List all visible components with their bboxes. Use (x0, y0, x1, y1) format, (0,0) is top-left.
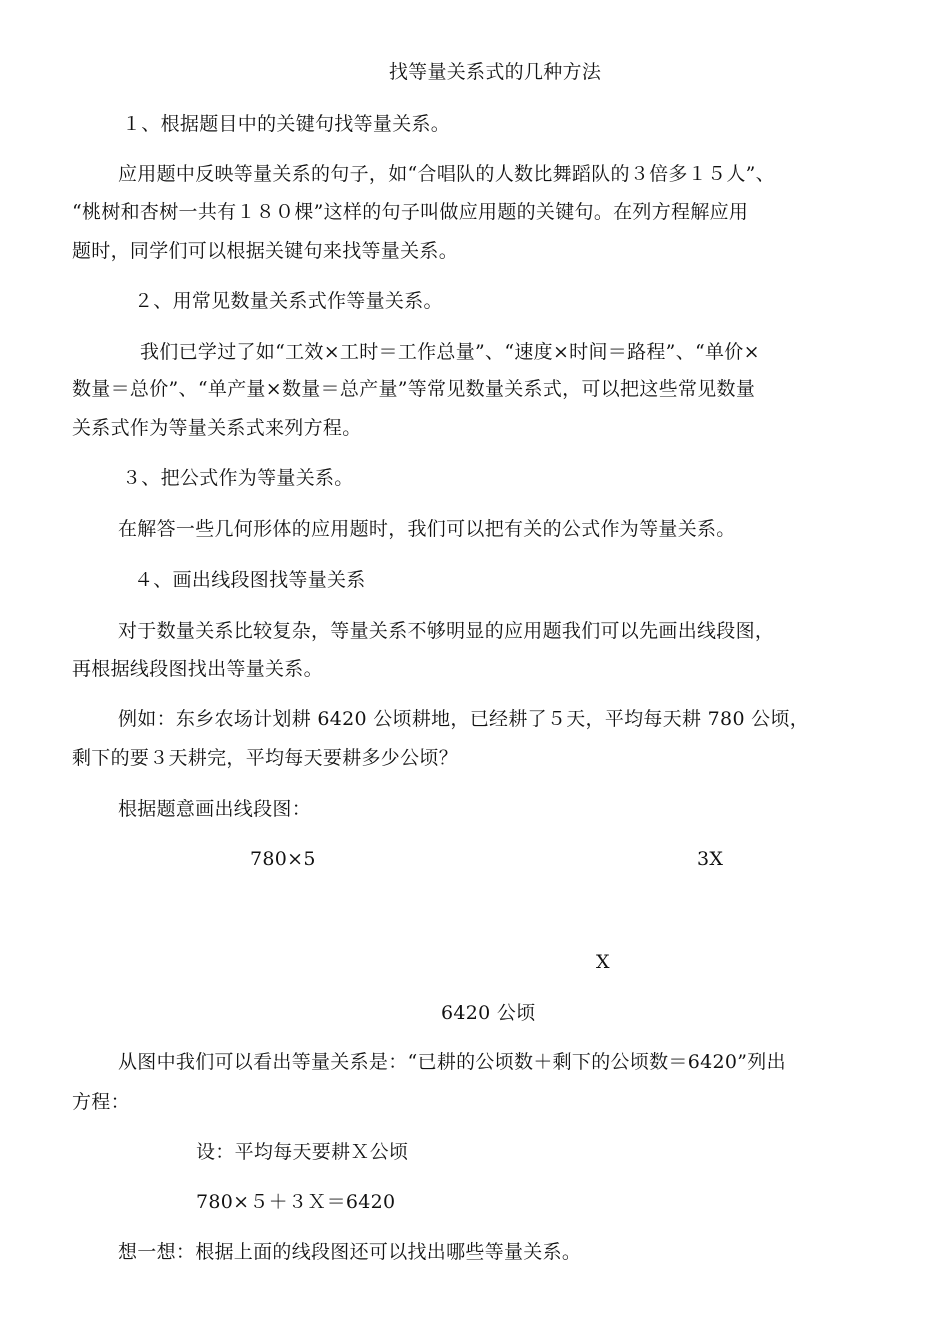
diagram-done-label: 780×5 (250, 848, 316, 870)
conclusion-line: 方程： (72, 1091, 130, 1113)
section-2-line: 数量＝总价”、“单产量×数量＝总产量”等常见数量关系式，可以把这些常见数量 (72, 378, 756, 400)
section-4-line: 对于数量关系比较复杂，等量关系不够明显的应用题我们可以先画出线段图， (118, 620, 775, 642)
diagram-intro: 根据题意画出线段图： (118, 798, 312, 820)
diagram-total-label: 6420 公顷 (441, 1002, 536, 1024)
section-3-line: 在解答一些几何形体的应用题时，我们可以把有关的公式作为等量关系。 (118, 518, 736, 540)
section-2-line: 我们已学过了如“工效×工时＝工作总量”、“速度×时间＝路程”、“单价× (140, 341, 760, 363)
diagram-daily-label: X (596, 951, 610, 973)
document-title: 找等量关系式的几种方法 (388, 61, 602, 83)
example-line: 例如：东乡农场计划耕 6420 公顷耕地，已经耕了５天，平均每天耕 780 公顷， (118, 708, 810, 730)
section-2-line: 关系式作为等量关系式来列方程。 (72, 417, 362, 439)
section-4-line: 再根据线段图找出等量关系。 (72, 658, 323, 680)
diagram-remaining-label: 3X (697, 848, 724, 870)
example-line: 剩下的要３天耕完，平均每天要耕多少公顷？ (72, 747, 459, 769)
conclusion-line: 从图中我们可以看出等量关系是：“已耕的公顷数＋剩下的公顷数＝6420”列出 (118, 1051, 786, 1073)
let-statement: 设：平均每天要耕Ｘ公顷 (196, 1141, 409, 1163)
section-4-heading: ４、画出线段图找等量关系 (134, 569, 366, 591)
section-1-line: 题时，同学们可以根据关键句来找等量关系。 (72, 240, 459, 262)
section-2-heading: ２、用常见数量关系式作等量关系。 (134, 290, 443, 312)
section-3-heading: ３、把公式作为等量关系。 (122, 467, 354, 489)
section-1-heading: １、根据题目中的关键句找等量关系。 (122, 113, 451, 135)
think-prompt: 想一想：根据上面的线段图还可以找出哪些等量关系。 (118, 1241, 582, 1263)
section-1-line: “桃树和杏树一共有１８０棵”这样的句子叫做应用题的关键句。在列方程解应用 (72, 201, 749, 223)
equation: 780×５＋３Ｘ＝6420 (196, 1191, 396, 1213)
section-1-line: 应用题中反映等量关系的句子，如“合唱队的人数比舞蹈队的３倍多１５人”、 (118, 163, 775, 185)
